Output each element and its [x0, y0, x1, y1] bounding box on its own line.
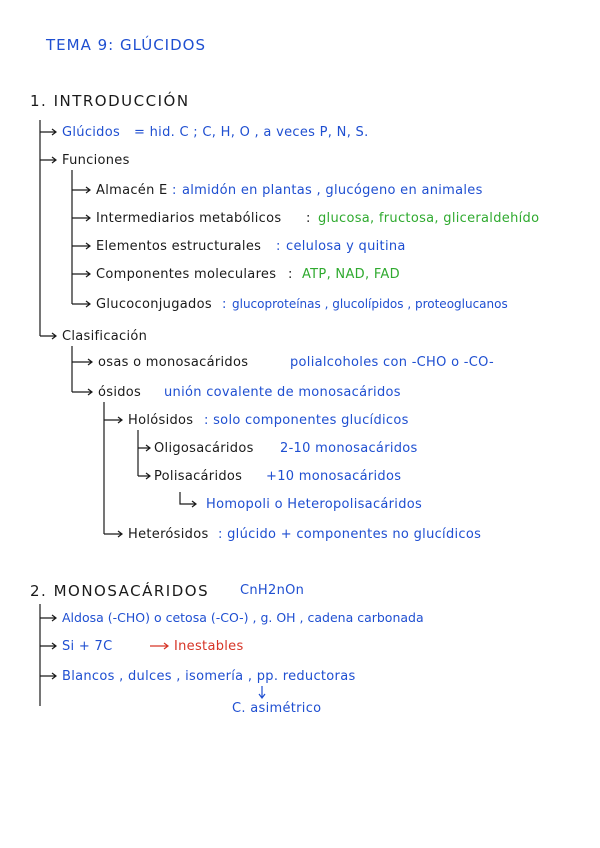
section-2-heading: 2. MONOSACÁRIDOS: [30, 582, 210, 600]
funcion-value-4: glucoproteínas , glucolípidos , proteoglucanos: [232, 297, 508, 311]
polisacaridos-value: +10 monosacáridos: [266, 469, 402, 484]
heterosidos-label: Heterósidos: [128, 527, 209, 542]
monosacaridos-formula: CnH2nOn: [240, 583, 305, 598]
holosidos-label: Holósidos: [128, 413, 194, 428]
section-1-heading: 1. INTRODUCCIÓN: [30, 92, 190, 110]
polisacaridos-label: Polisacáridos: [154, 469, 243, 484]
funcion-label-0: Almacén E: [96, 183, 168, 198]
osas-label: osas o monosacáridos: [98, 355, 249, 370]
homo-hetero-text: Homopoli o Heteropolisacáridos: [206, 497, 423, 512]
funcion-label-4: Glucoconjugados: [96, 297, 212, 312]
funcion-sep-3: :: [288, 267, 293, 282]
page-title: TEMA 9: GLÚCIDOS: [46, 36, 206, 54]
glucidos-definition: = hid. C ; C, H, O , a veces P, N, S.: [134, 125, 369, 140]
osidos-value: unión covalente de monosacáridos: [164, 385, 401, 400]
funcion-label-3: Componentes moleculares: [96, 267, 277, 282]
holosidos-value: : solo componentes glucídicos: [204, 413, 409, 428]
funcion-sep-4: :: [222, 297, 227, 312]
funcion-value-0: almidón en plantas , glucógeno en animales: [182, 183, 483, 198]
funcion-sep-2: :: [276, 239, 281, 254]
oligosacaridos-label: Oligosacáridos: [154, 441, 254, 456]
oligosacaridos-value: 2-10 monosacáridos: [280, 441, 418, 456]
carbono-asimetrico-note: C. asimétrico: [232, 701, 322, 716]
funcion-label-2: Elementos estructurales: [96, 239, 262, 254]
funciones-label: Funciones: [62, 153, 130, 168]
clasificacion-label: Clasificación: [62, 329, 148, 344]
funcion-value-2: celulosa y quitina: [286, 239, 406, 254]
monosacaridos-line-2-text: Si + 7C: [62, 639, 113, 654]
monosacaridos-line-2-value: Inestables: [174, 639, 244, 654]
heterosidos-value: : glúcido + componentes no glucídicos: [218, 527, 482, 542]
funcion-sep-1: :: [306, 211, 311, 226]
monosacaridos-line-1: Aldosa (-CHO) o cetosa (-CO-) , g. OH , cadena carbonada: [62, 610, 424, 625]
funcion-label-1: Intermediarios metabólicos: [96, 211, 282, 226]
monosacaridos-line-3: Blancos , dulces , isomería , pp. reductoras: [62, 669, 356, 684]
funcion-value-1: glucosa, fructosa, gliceraldehído: [318, 211, 540, 226]
osidos-label: ósidos: [98, 385, 142, 400]
osas-value: polialcoholes con -CHO o -CO-: [290, 355, 495, 370]
glucidos-label: Glúcidos: [62, 125, 121, 140]
funcion-sep-0: :: [172, 183, 177, 198]
funcion-value-3: ATP, NAD, FAD: [302, 267, 400, 282]
